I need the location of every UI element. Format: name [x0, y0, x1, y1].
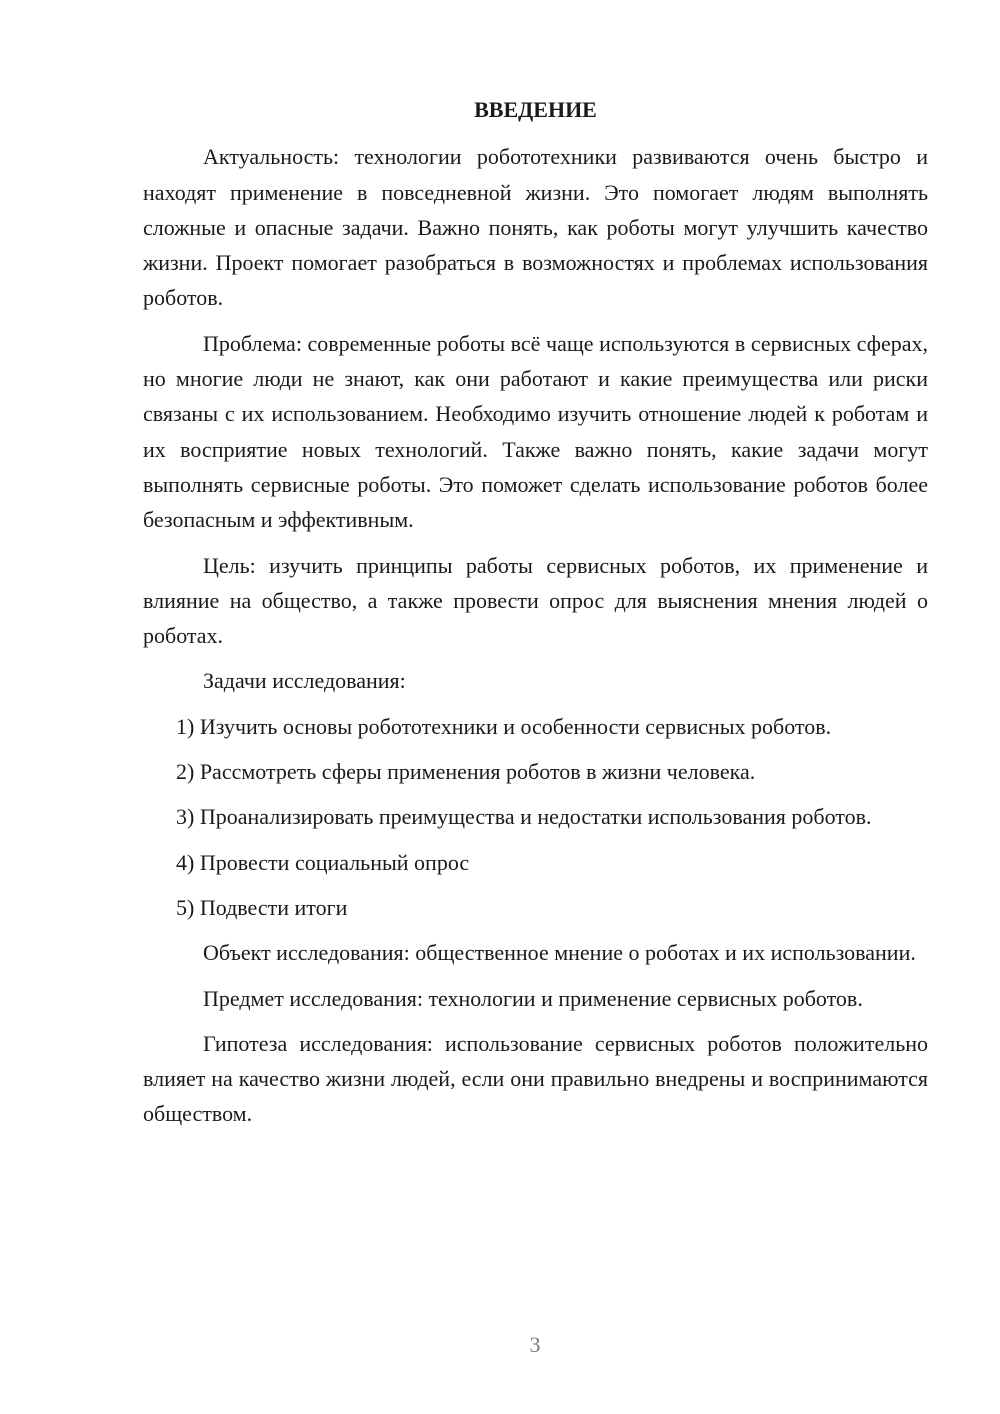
goal-paragraph: Цель: изучить принципы работы сервисных роботов, их применение и влияние на общество, а также провести опрос для выяснения мнения людей о роботах.	[143, 552, 928, 649]
hypothesis-paragraph: Гипотеза исследования: использование сервисных роботов положительно влияет на качество жизни людей, если они правильно внедрены и воспринимаются обществом.	[143, 1030, 928, 1127]
section-title: ВВЕДЕНИЕ	[474, 97, 597, 122]
problem-paragraph: Проблема: современные роботы всё чаще используются в сервисных сферах, но многие люди не знают, как они работают и какие преимущества или риски связаны с их использованием. Необходимо изучить отношение людей к роботам и их восприятие новых технологий. Также важно понять, какие задачи могут выполнять сервисные роботы. Это поможет сделать использование роботов более безопасным и эффективным.	[143, 330, 928, 533]
page-number: 3	[529, 1332, 541, 1357]
task-item: 1) Изучить основы робототехники и особенности сервисных роботов.	[176, 713, 832, 739]
document-page	[143, 92, 928, 1142]
subject-paragraph: Предмет исследования: технологии и применение сервисных роботов.	[203, 985, 863, 1011]
tasks-heading: Задачи исследования:	[203, 668, 406, 694]
task-item: 4) Провести социальный опрос	[176, 849, 470, 875]
object-paragraph: Объект исследования: общественное мнение о роботах и их использовании.	[203, 940, 916, 966]
task-item: 2) Рассмотреть сферы применения роботов в жизни человека.	[176, 759, 756, 785]
task-item: 3) Проанализировать преимущества и недостатки использования роботов.	[176, 804, 872, 830]
task-item: 5) Подвести итоги	[176, 894, 348, 920]
relevance-paragraph: Актуальность: технологии робототехники развиваются очень быстро и находят применение в повседневной жизни. Это помогает людям выполнять сложные и опасные задачи. Важно понять, как роботы могут улучшить качество жизни. Проект помогает разобраться в возможностях и проблемах использования роботов.	[143, 144, 928, 311]
